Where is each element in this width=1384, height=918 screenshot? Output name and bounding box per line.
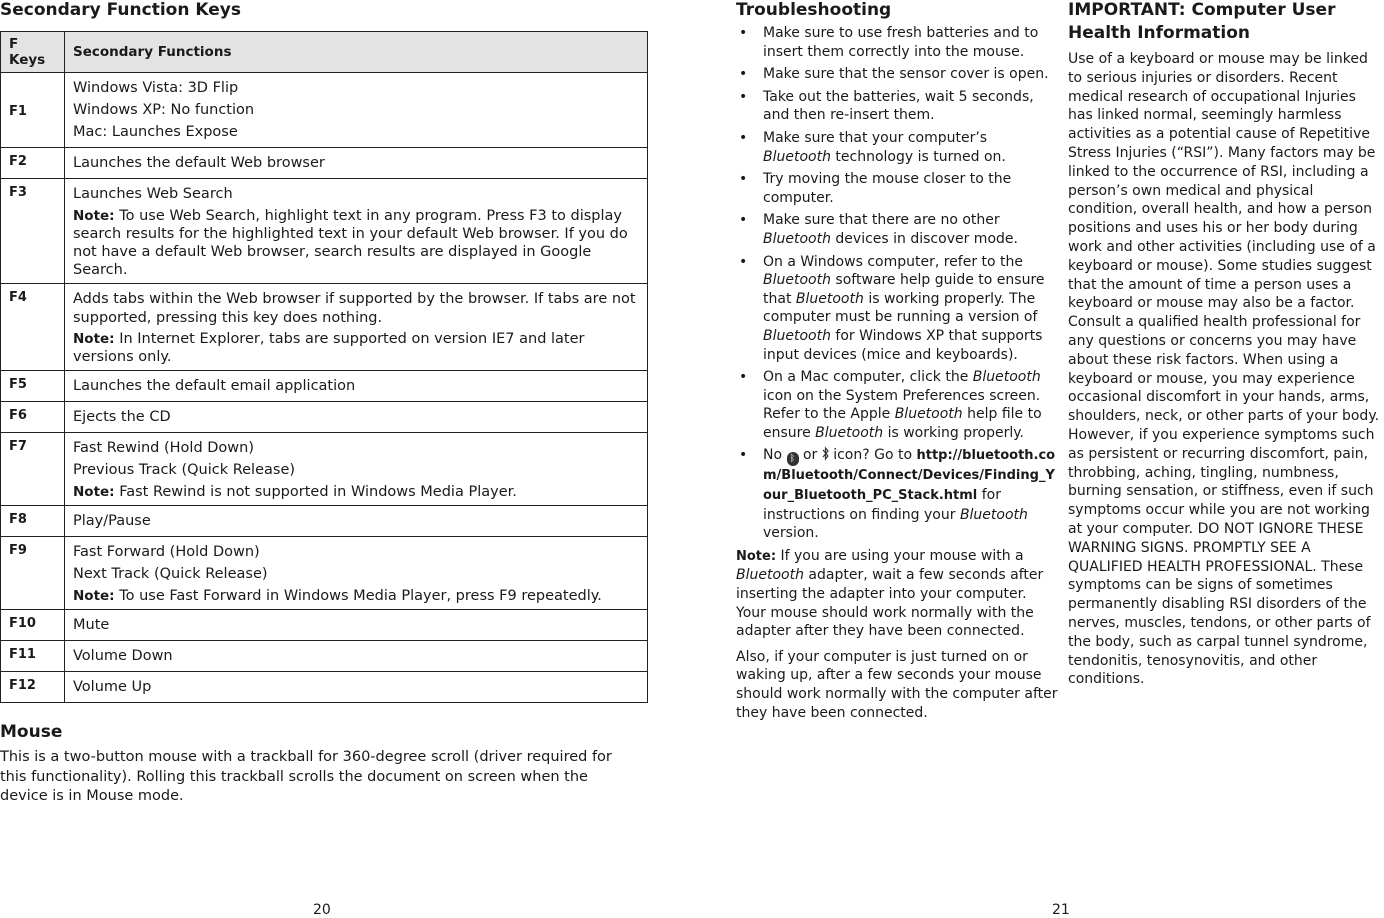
- secondary-function-cell: [65, 610, 648, 641]
- function-key-cell: F8: [1, 506, 65, 537]
- list-item: • Make sure that there are no other Bluetooth devices in discover mode.: [736, 211, 1058, 248]
- table-row: [1, 506, 648, 537]
- function-description: Fast Rewind (Hold Down): [73, 440, 254, 456]
- secondary-function-cell: [65, 537, 648, 610]
- function-key-cell: F4: [1, 284, 65, 371]
- health-information-text: Use of a keyboard or mouse may be linked to serious injuries or disorders. Recent medical research of occupational Injuries has linked normal, seemingly harmless activities as a potential cause of Repetitive Stress Injuries (“RSI”). Many factors may be linked to the occurrence of RSI, including a person’s own medical and physical condition, overall health, and how a person positions and uses his or her body during work and other activities (including use of a keyboard or mouse). Some studies suggest that the amount of time a person uses a keyboard or mouse may also be a factor. Consult a qualified health professional for any questions or concerns you may have about these risk factors. When using a keyboard or mouse, you may experience occasional discomfort in your hands, arms, shoulders, neck, or other parts of your body. However, if you experience symptoms such as persistent or recurring discomfort, pain, throbbing, aching, tingling, numbness, burning sensation, or stiffness, even if such symptoms occur while you are not working at your computer. DO NOT IGNORE THESE WARNING SIGNS. PROMPTLY SEE A QUALIFIED HEALTH PROFESSIONAL. These symptoms can be signs of sometimes permanently disabling RSI disorders of the nerves, muscles, tendons, or other parts of the body, such as carpal tunnel syndrome, tendonitis, tenosynovitis, and other conditions.: [1068, 51, 1380, 688]
- note-label: Note:: [73, 484, 115, 500]
- secondary-function-cell: [65, 148, 648, 179]
- left-page: [0, 0, 650, 807]
- mouse-description: This is a two-button mouse with a trackball for 360-degree scroll (driver required for this functionality). Rolling this trackball scrolls the document on screen when the device is in Mouse mode.: [0, 749, 612, 804]
- bluetooth-url-link[interactable]: http://bluetooth.com/Bluetooth/Connect/Devices/Finding_Your_Bluetooth_PC_Stack.html: [763, 448, 1056, 504]
- function-key-cell: F5: [1, 371, 65, 402]
- list-item: • Make sure that your computer’s Bluetooth technology is turned on.: [736, 129, 1058, 166]
- function-description: Launches the default Web browser: [73, 155, 325, 171]
- page-number-right: 21: [1052, 902, 1070, 918]
- function-key-cell: F10: [1, 610, 65, 641]
- table-row: [1, 148, 648, 179]
- function-note: [73, 205, 641, 279]
- list-item: • On a Windows computer, refer to the Bluetooth software help guide to ensure that Bluetooth is working properly. The computer must be running a version of Bluetooth for Windows XP that supports input devices (mice and keyboards).: [736, 253, 1058, 365]
- f-keys-column-header: F Keys: [1, 32, 65, 73]
- secondary-functions-column-header: Secondary Functions: [65, 32, 648, 73]
- function-description: Play/Pause: [73, 513, 151, 529]
- function-key-cell: F3: [1, 179, 65, 284]
- health-information-heading: IMPORTANT: Computer User Health Information: [1068, 0, 1336, 43]
- table-row: [1, 641, 648, 672]
- troubleshooting-paragraph: Also, if your computer is just turned on or waking up, after a few seconds your mouse should work normally with the computer after they have been connected.: [736, 648, 1058, 721]
- table-row: [1, 537, 648, 610]
- health-information-section: [1068, 0, 1384, 689]
- table-row: [1, 610, 648, 641]
- table-row: [1, 433, 648, 506]
- note-label: Note:: [73, 208, 115, 224]
- note-text: In Internet Explorer, tabs are supported on version IE7 and later versions only.: [73, 331, 585, 365]
- function-key-cell: F11: [1, 641, 65, 672]
- function-description: Mac: Launches Expose: [73, 124, 238, 140]
- secondary-function-keys-heading: Secondary Function Keys: [0, 0, 241, 20]
- secondary-function-cell: [65, 284, 648, 371]
- function-key-cell: F7: [1, 433, 65, 506]
- list-item: • Try moving the mouse closer to the computer.: [736, 170, 1058, 207]
- table-row: [1, 371, 648, 402]
- secondary-function-cell: [65, 402, 648, 433]
- list-item: • Make sure that the sensor cover is open.: [736, 65, 1058, 84]
- function-description: Launches the default email application: [73, 378, 356, 394]
- bluetooth-round-icon: ᛒ: [787, 452, 799, 466]
- mouse-heading: Mouse: [0, 722, 63, 742]
- function-description: Adds tabs within the Web browser if supported by the browser. If tabs are not supported, pressing this key does nothing.: [73, 291, 636, 326]
- function-note: [73, 585, 641, 605]
- function-description: Ejects the CD: [73, 409, 171, 425]
- secondary-function-cell: [65, 672, 648, 703]
- page-number-left: 20: [313, 902, 331, 918]
- table-row: [1, 284, 648, 371]
- note-text: To use Web Search, highlight text in any program. Press F3 to display search results for the highlighted text in your default Web browser. If you do not have a default Web browser, search results are displayed in Google Search.: [73, 208, 628, 278]
- function-description: Mute: [73, 617, 110, 633]
- function-description: Next Track (Quick Release): [73, 566, 268, 582]
- secondary-function-cell: [65, 506, 648, 537]
- function-description: Windows XP: No function: [73, 102, 255, 118]
- function-key-cell: F1: [1, 73, 65, 148]
- note-text: To use Fast Forward in Windows Media Player, press F9 repeatedly.: [119, 588, 602, 604]
- list-item: • Take out the batteries, wait 5 seconds, and then re-insert them.: [736, 88, 1058, 125]
- secondary-function-cell: [65, 641, 648, 672]
- function-key-cell: F2: [1, 148, 65, 179]
- troubleshooting-list: [736, 24, 1058, 543]
- list-item: • No ᛒ or icon? Go to http://bluetooth.com/Bluetooth/Connect/Devices/Finding_Your_Bluetooth_PC_Stack.html for instructions on finding your Bluetooth version.: [736, 446, 1058, 542]
- function-description: Launches Web Search: [73, 186, 233, 202]
- troubleshooting-heading: Troubleshooting: [736, 0, 892, 20]
- bluetooth-symbol-icon: [822, 446, 829, 461]
- secondary-function-cell: [65, 73, 648, 148]
- secondary-function-cell: [65, 433, 648, 506]
- troubleshooting-section: [736, 0, 1058, 722]
- note-text: Fast Rewind is not supported in Windows Media Player.: [119, 484, 517, 500]
- secondary-function-cell: [65, 179, 648, 284]
- function-keys-table: [0, 31, 648, 703]
- troubleshooting-note: Note: If you are using your mouse with a Bluetooth adapter, wait a few seconds after inserting the adapter into your computer. Your mouse should work normally with the adapter after they have been connected.: [736, 547, 1044, 640]
- function-description: Volume Down: [73, 648, 173, 664]
- list-item: • On a Mac computer, click the Bluetooth icon on the System Preferences screen. Refer to the Apple Bluetooth help file to ensure Bluetooth is working properly.: [736, 368, 1058, 442]
- function-note: [73, 328, 641, 366]
- table-row: [1, 402, 648, 433]
- function-key-cell: F6: [1, 402, 65, 433]
- function-description: Volume Up: [73, 679, 152, 695]
- note-label: Note:: [73, 331, 115, 347]
- table-row: [1, 73, 648, 148]
- function-note: [73, 481, 641, 501]
- note-label: Note:: [73, 588, 115, 604]
- function-keys-table-body: [1, 73, 648, 703]
- table-row: [1, 672, 648, 703]
- secondary-function-cell: [65, 371, 648, 402]
- table-row: [1, 179, 648, 284]
- function-description: Previous Track (Quick Release): [73, 462, 296, 478]
- function-key-cell: F9: [1, 537, 65, 610]
- function-key-cell: F12: [1, 672, 65, 703]
- function-description: Fast Forward (Hold Down): [73, 544, 260, 560]
- list-item: • Make sure to use fresh batteries and to insert them correctly into the mouse.: [736, 24, 1058, 61]
- table-header-row: [1, 32, 648, 73]
- function-description: Windows Vista: 3D Flip: [73, 80, 239, 96]
